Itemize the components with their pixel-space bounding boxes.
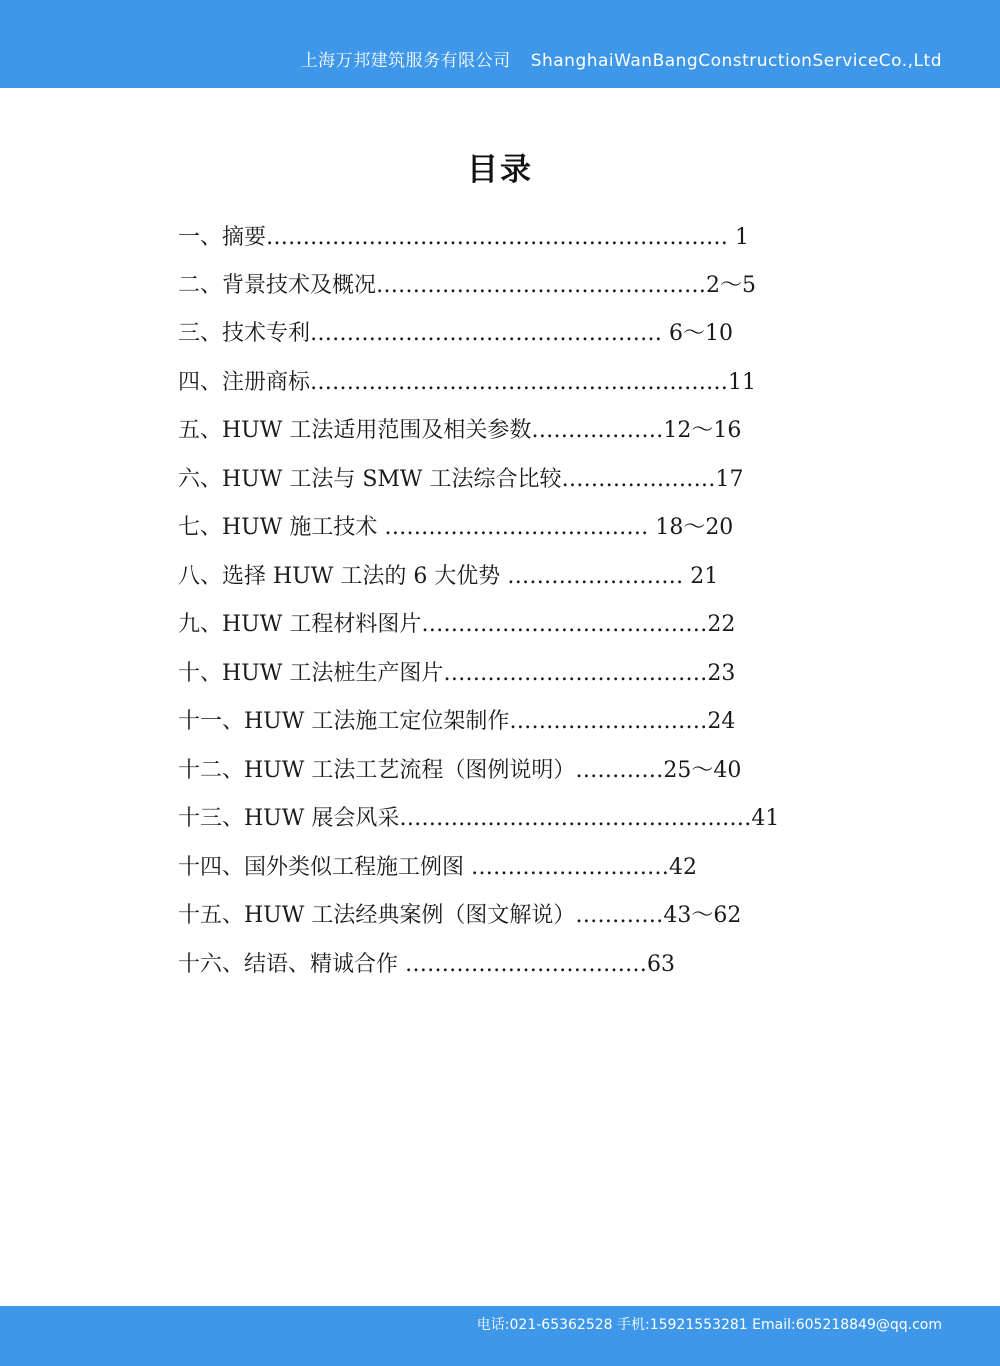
toc-entry[interactable]: 九、HUW 工程材料图片…………………………………22 — [178, 612, 736, 637]
toc-entry[interactable]: 八、选择 HUW 工法的 6 大优势 …………………… 21 — [178, 564, 719, 589]
toc-entry[interactable]: 五、HUW 工法适用范围及相关参数………………12～16 — [178, 418, 742, 443]
footer-bar — [0, 1306, 1000, 1366]
toc-entry[interactable]: 十六、结语、精诚合作 ……………………………63 — [178, 952, 675, 977]
header-bar — [0, 0, 1000, 88]
toc-entry[interactable]: 六、HUW 工法与 SMW 工法综合比较…………………17 — [178, 467, 744, 492]
toc-entry[interactable]: 十一、HUW 工法施工定位架制作………………………24 — [178, 709, 736, 734]
header-company — [301, 46, 942, 71]
footer-contact: 电话:021-65362528 手机:15921553281 Email:605218849@qq.com — [476, 1317, 942, 1333]
toc-entry[interactable]: 十四、国外类似工程施工例图 ………………………42 — [178, 855, 697, 880]
toc-entry[interactable]: 二、背景技术及概况………………………………………2～5 — [178, 273, 756, 298]
toc-entry[interactable]: 一、摘要……………………………………………………… 1 — [178, 225, 749, 250]
toc-entry[interactable]: 十三、HUW 展会风采…………………………………………41 — [178, 806, 780, 831]
page-title: 目录 — [467, 152, 533, 188]
toc-entry[interactable]: 三、技术专利………………………………………… 6～10 — [178, 321, 733, 346]
toc-entry[interactable]: 十、HUW 工法桩生产图片………………………………23 — [178, 661, 736, 686]
toc-entry[interactable]: 七、HUW 施工技术 ……………………………… 18～20 — [178, 515, 734, 540]
toc-entry[interactable]: 四、注册商标…………………………………………………11 — [178, 370, 756, 395]
company-name-cn: 上海万邦建筑服务有限公司 — [300, 51, 511, 71]
toc-entry[interactable]: 十二、HUW 工法工艺流程（图例说明）…………25～40 — [178, 758, 742, 783]
company-name-en: ShanghaiWanBangConstructionServiceCo.,Ltd — [530, 51, 942, 71]
toc-entry[interactable]: 十五、HUW 工法经典案例（图文解说）…………43～62 — [178, 903, 742, 928]
